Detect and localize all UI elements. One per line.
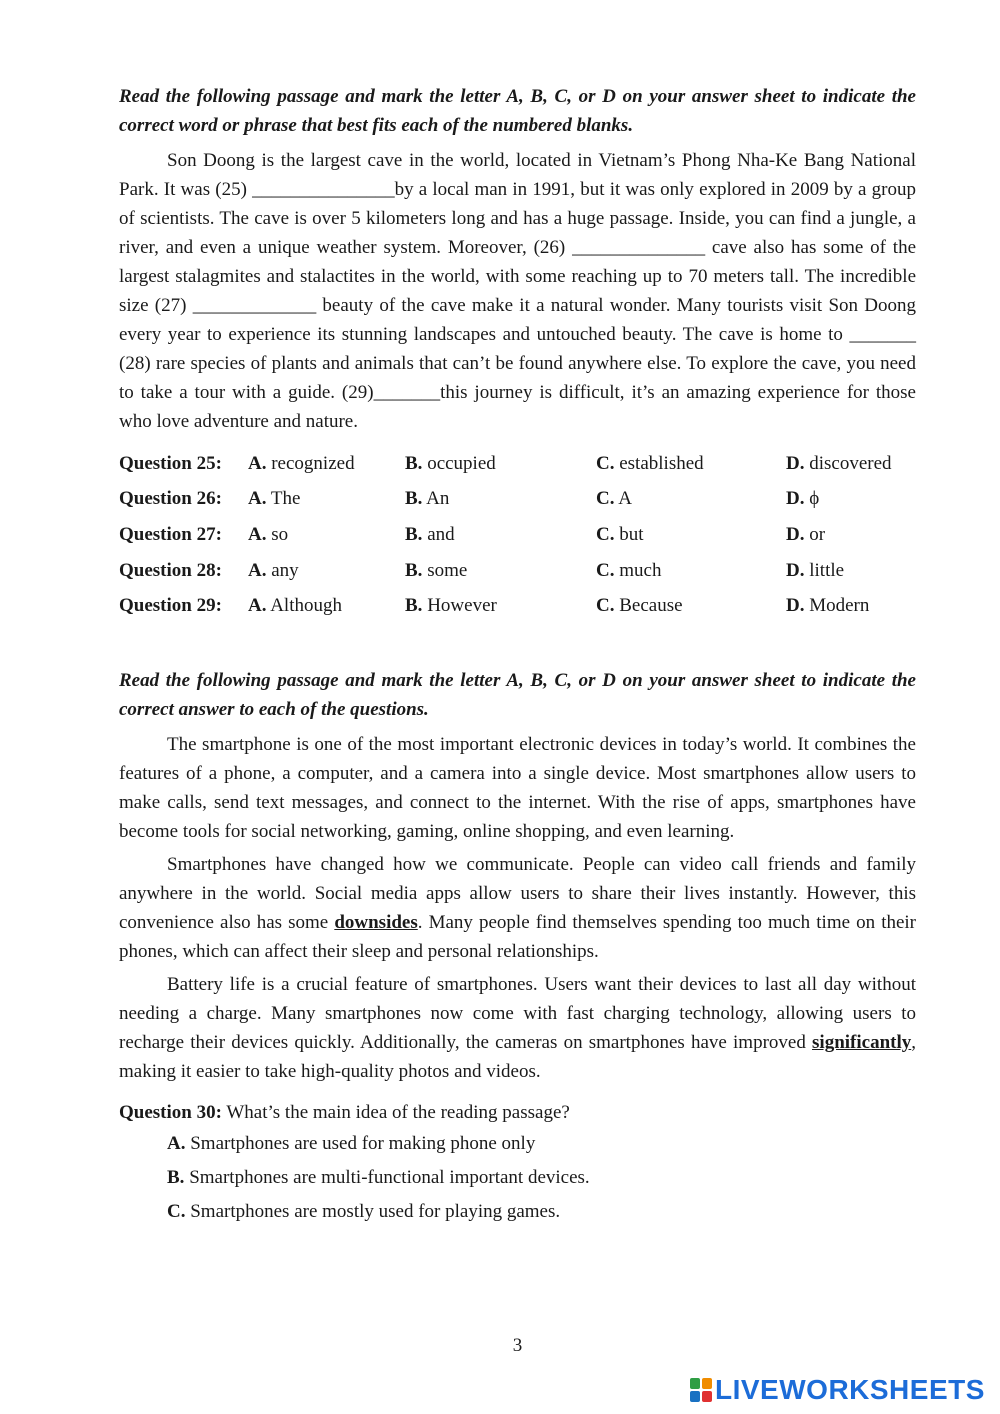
answer-option[interactable] (248, 517, 405, 553)
question-30 (119, 1098, 916, 1127)
answer-option[interactable] (596, 588, 786, 624)
option-text: or (809, 523, 826, 545)
question-label: Question 26: (119, 488, 222, 510)
option-letter: D. (786, 595, 805, 617)
smartphone-paragraph-1: The smartphone is one of the most important electronic devices in today’s world. It combines the features of a phone, a computer, and a camera into a single device. Most smartphones allow users to make calls, send text messages, and connect to the internet. With the rise of apps, smartphones have become tools for social networking, gaming, online shopping, and even learning. (119, 733, 916, 842)
answer-option[interactable] (786, 517, 892, 553)
option-text: some (427, 559, 468, 581)
option-text: An (426, 488, 450, 510)
option-letter: A. (248, 452, 267, 474)
smartphone-paragraph-3 (119, 970, 916, 1086)
worksheet-page (119, 82, 916, 1229)
paragraph-2-text-end: . Many people find themselves spending too much time on their phones, which can affect their sleep and personal relationships. (119, 911, 917, 962)
option-text: ϕ (809, 488, 820, 510)
option-letter: D. (786, 452, 805, 474)
option-text: Modern (809, 595, 870, 617)
answer-text: Smartphones are mostly used for playing games. (190, 1200, 561, 1222)
section2-instruction: Read the following passage and mark the letter A, B, C, or D on your answer sheet to indicate the correct answer to each of the questions. (119, 669, 916, 720)
option-letter: D. (786, 559, 805, 581)
option-letter: A. (248, 595, 267, 617)
question-row (119, 482, 892, 518)
answer-option[interactable] (405, 588, 596, 624)
logo-text: LIVEWORKSHEETS (715, 1374, 985, 1405)
answer-option-c[interactable] (167, 1195, 916, 1229)
paragraph-3-text-end: , making it easier to take high-quality photos and videos. (119, 1031, 916, 1082)
page-number: 3 (512, 1335, 523, 1356)
answer-option[interactable] (596, 482, 786, 518)
answer-text: Smartphones are multi-functional important devices. (189, 1166, 590, 1188)
answer-option[interactable] (248, 482, 405, 518)
option-text: so (271, 523, 289, 545)
paragraph-2-text: Smartphones have changed how we communicate. People can video call friends and family anywhere in the world. Social media apps allow users to share their lives instantly. However, this convenience also has some (119, 853, 916, 933)
option-text: occupied (427, 452, 496, 474)
option-text: discovered (809, 452, 892, 474)
answer-option[interactable] (405, 482, 596, 518)
answer-text: Smartphones are used for making phone only (190, 1132, 536, 1154)
option-text: any (271, 559, 299, 581)
answer-option[interactable] (786, 446, 892, 482)
option-letter: A. (248, 523, 267, 545)
answer-option[interactable] (248, 553, 405, 589)
paragraph-3-text: Battery life is a crucial feature of smartphones. Users want their devices to last all day without needing a charge. Many smartphones now come with fast charging technology, allowing users to recharge their devices quickly. Additionally, the cameras on smartphones have improved (119, 973, 916, 1053)
question-row (119, 517, 892, 553)
cloze-questions-table (119, 446, 892, 624)
option-text: little (809, 559, 845, 581)
answer-option[interactable] (596, 553, 786, 589)
answer-option[interactable] (596, 446, 786, 482)
option-text: A (618, 488, 632, 510)
option-letter: D. (786, 488, 805, 510)
option-letter: B. (405, 523, 423, 545)
keyword-downsides: downsides (334, 911, 418, 933)
answer-letter: B. (167, 1166, 185, 1188)
keyword-significantly: significantly (812, 1031, 912, 1053)
smartphone-paragraph-2 (119, 850, 916, 966)
option-letter: C. (596, 452, 615, 474)
question-label: Question 27: (119, 523, 222, 545)
answer-option[interactable] (248, 446, 405, 482)
option-letter: D. (786, 523, 805, 545)
answer-option[interactable] (596, 517, 786, 553)
answer-option[interactable] (405, 517, 596, 553)
question-label: Question 25: (119, 452, 222, 474)
answer-option-b[interactable] (167, 1161, 916, 1195)
liveworksheets-logo-icon (690, 1378, 712, 1402)
question-row (119, 588, 892, 624)
answer-letter: C. (167, 1200, 186, 1222)
option-letter: B. (405, 452, 423, 474)
option-text: The (270, 488, 301, 510)
option-letter: C. (596, 595, 615, 617)
option-text: Although (270, 595, 342, 617)
liveworksheets-logo[interactable] (690, 1375, 985, 1405)
question-30-label: Question 30: (119, 1101, 222, 1123)
option-letter: C. (596, 523, 615, 545)
option-text: much (619, 559, 662, 581)
option-letter: A. (248, 559, 267, 581)
option-letter: C. (596, 488, 615, 510)
answer-option[interactable] (405, 553, 596, 589)
option-text: established (619, 452, 704, 474)
section1-instruction: Read the following passage and mark the letter A, B, C, or D on your answer sheet to indicate the correct word or phrase that best fits each of the numbered blanks. (119, 86, 916, 136)
answer-letter: A. (167, 1132, 186, 1154)
option-text: but (619, 523, 644, 545)
option-letter: C. (596, 559, 615, 581)
answer-option[interactable] (786, 553, 892, 589)
option-letter: B. (405, 488, 423, 510)
question-row (119, 553, 892, 589)
option-letter: A. (248, 488, 267, 510)
cave-passage: Son Doong is the largest cave in the world, located in Vietnam’s Phong Nha-Ke Bang National Park. It was (25) _______________by a local man in 1991, but it was only explored in 2009 by a group of scientists. The cave is over 5 kilometers long and has a huge passage. Inside, you can find a jungle, a river, and even a unique weather system. Moreover, (26) ______________ cave also has some of the largest stalagmites and stalactites in the world, with some reaching up to 70 meters tall. The incredible size (27) _____________ beauty of the cave make it a natural wonder. Many tourists visit Son Doong every year to experience its stunning landscapes and untouched beauty. The cave is home to _______ (28) rare species of plants and animals that can’t be found anywhere else. To explore the cave, you need to take a tour with a guide. (29)_______this journey is difficult, it’s an amazing experience for those who love adventure and nature. (119, 150, 916, 432)
question-label: Question 29: (119, 595, 222, 617)
option-text: However (427, 595, 497, 617)
option-text: and (427, 523, 455, 545)
option-letter: B. (405, 559, 423, 581)
option-text: recognized (271, 452, 355, 474)
question-label: Question 28: (119, 559, 222, 581)
question-30-text: What’s the main idea of the reading passage? (226, 1101, 570, 1123)
answer-option[interactable] (405, 446, 596, 482)
question-row (119, 446, 892, 482)
option-text: Because (619, 595, 683, 617)
answer-option-a[interactable] (167, 1127, 916, 1161)
answer-option[interactable] (786, 482, 892, 518)
answer-option[interactable] (248, 588, 405, 624)
option-letter: B. (405, 595, 423, 617)
answer-option[interactable] (786, 588, 892, 624)
